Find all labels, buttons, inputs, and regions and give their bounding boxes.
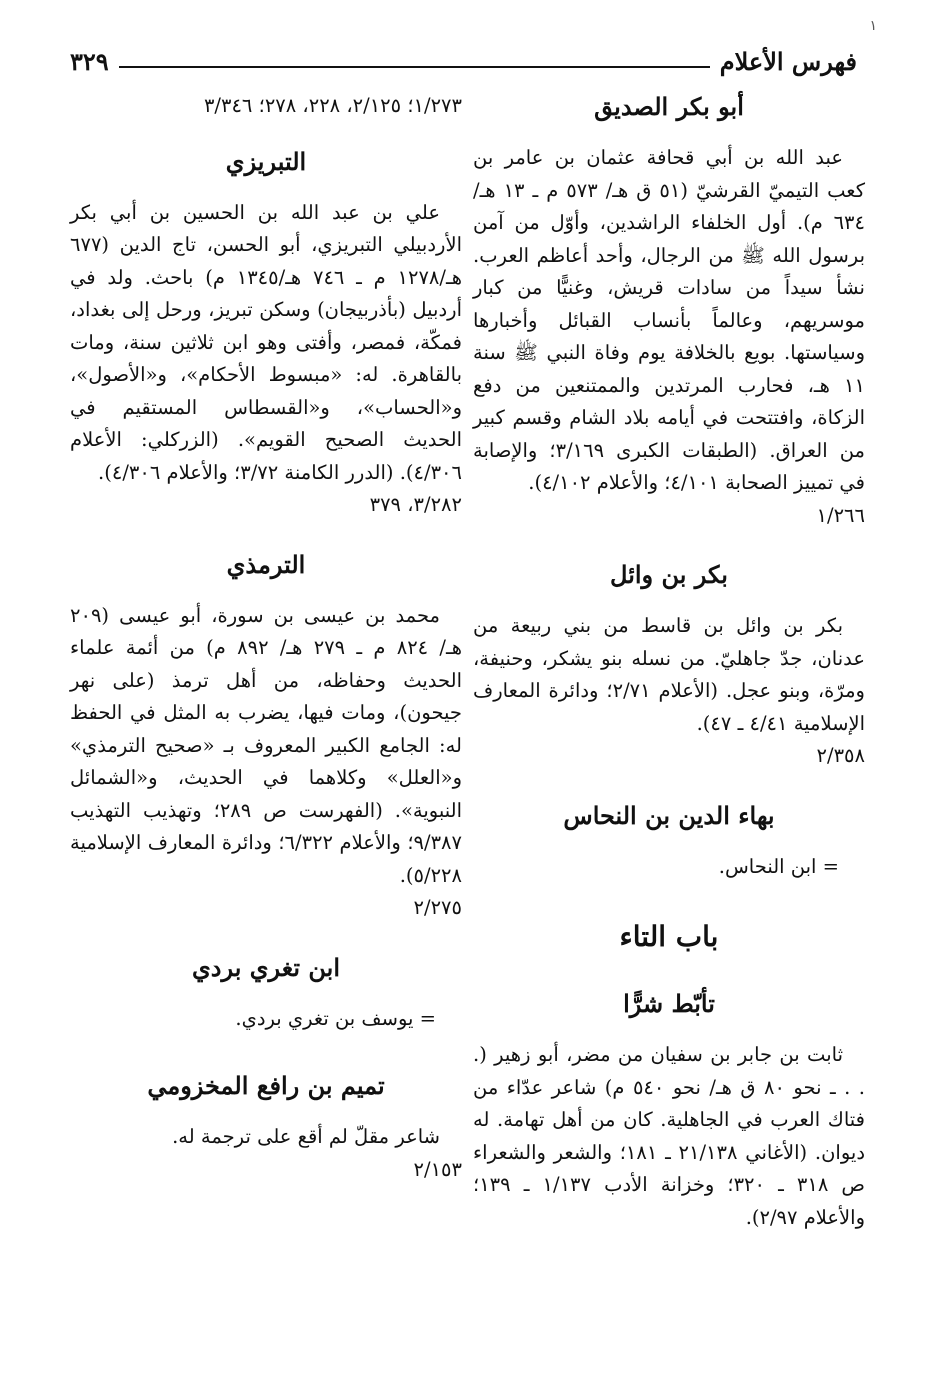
entry-title: أبو بكر الصديق: [594, 92, 744, 121]
cross-reference: = يوسف بن تغري بردي.: [235, 1006, 436, 1030]
entry-title: تميم بن رافع المخزومي: [147, 1071, 385, 1100]
entry-page-ref: ١/٢٦٦: [816, 503, 865, 527]
entry-title: تأبّط شرًّا: [623, 989, 715, 1018]
cross-reference: = ابن النحاس.: [718, 854, 839, 878]
running-header-title: فهرس الأعلام: [719, 47, 857, 76]
entry-abu-bakr: [473, 90, 865, 532]
corner-mark: ١: [869, 18, 877, 34]
entry-page-ref: ٢/١٥٣: [413, 1157, 462, 1181]
entry-taabbata: [473, 987, 865, 1234]
header-rule: [119, 66, 710, 68]
entry-tabrizi: [70, 145, 462, 522]
left-column: [70, 90, 462, 1212]
entry-bahaa: [473, 799, 865, 884]
entry-page-ref: ٣/٢٨٢، ٣٧٩: [369, 493, 462, 516]
page-header: [70, 42, 857, 76]
entry-title: بهاء الدين بن النحاس: [563, 800, 775, 830]
entry-tamim: [70, 1069, 462, 1186]
chapter-heading: باب التاء: [619, 920, 719, 953]
entry-page-ref: ٢/٣٥٨: [816, 744, 865, 767]
page-number: ٣٢٩: [70, 47, 109, 76]
entry-title: ابن تغري بردي: [191, 952, 340, 982]
right-column: [473, 90, 865, 1234]
continued-page-ref: ١/٢٧٣؛ ٢/١٢٥، ٢٢٨، ٢٧٨؛ ٣/٣٤٦: [203, 94, 462, 117]
entry-title: بكر بن وائل: [610, 560, 728, 589]
entry-bakr-wail: [473, 558, 865, 773]
entry-title: التبريزي: [225, 146, 307, 176]
entry-body: محمد بن عيسى بن سورة، أبو عيسى (٢٠٩ هـ/ ٨٢٤ م ـ ٢٧٩ هـ/ ٨٩٢ م) من أئمة علماء الحديث وحفاظه، من أهل ترمذ (على نهر جيحون)، ومات فيها، يضرب به المثل في الحفظ له: الجامع الكبير المعروف بـ «صحيح الترمذي» و«العلل» وكلاهما في الحديث، و«الشمائل النبوية». (الفهرست ص ٢٨٩؛ وتهذيب التهذيب ٩/٣٨٧؛ والأعلام ٦/٣٢٢؛ ودائرة المعارف الإسلامية ٥/٢٢٨).: [70, 603, 463, 887]
entry-body: بكر بن وائل بن قاسط من بني ربيعة من عدنان، جدّ جاهليّ. من نسله بنو يشكر، وحنيفة، ومرّة، وبنو عجل. (الأعلام ٢/٧١؛ ودائرة المعارف الإسلامية ٤/٤١ ـ ٤٧).: [473, 614, 865, 735]
entry-page-ref: ٢/٢٧٥: [413, 896, 462, 919]
entry-tirmidhi: [70, 548, 462, 925]
entry-title: الترمذي: [226, 549, 306, 579]
entry-body: شاعر مقلّ لم أقع على ترجمة له.: [172, 1125, 440, 1148]
entry-body: عبد الله بن أبي قحافة عثمان بن عامر بن كعب التيميّ القرشيّ (٥١ ق هـ/ ٥٧٣ م ـ ١٣ هـ/ ٦٣٤ م). أول الخلفاء الراشدين، وأوّل من آمن برسول الله ﷺ من الرجال، وأحد أعاظم العرب. نشأ سيداً من سادات قريش، وغنيًّا من كبار موسريهم، وعالماً بأنساب القبائل وأخبارها وسياستها. بويع بالخلافة يوم وفاة النبي ﷺ سنة ١١ هـ، فحارب المرتدين والممتنعين من دفع الزكاة، وافتتحت في أيامه بلاد الشام وقسم كبير من العراق. (الطبقات الكبرى ٣/١٦٩؛ والإصابة في تمييز الصحابة ٤/١٠١؛ والأعلام ٤/١٠٢).: [473, 146, 866, 494]
entry-body: علي بن عبد الله بن الحسين بن أبي بكر الأردبيلي التبريزي، أبو الحسن، تاج الدين (٦٧٧ هـ/١٢٧٨ م ـ ٧٤٦ هـ/١٣٤٥ م) باحث. ولد في أردبيل (بأذربيجان) وسكن تبريز، ورحل إلى بغداد، فمكّة، فمصر، وأفتى وهو ابن ثلاثين سنة، ومات بالقاهرة. له: «مبسوط الأحكام»، و«الأصول»، و«الحساب»، و«القسطاس المستقيم في الحديث الصحيح القويم». (الزركلي: الأعلام ٤/٣٠٦). (الدرر الكامنة ٣/٧٢؛ والأعلام ٤/٣٠٦).: [70, 200, 462, 484]
entry-body: ثابت بن جابر بن سفيان من مضر، أبو زهير (. . . ـ نحو ٨٠ ق هـ/ نحو ٥٤٠ م) شاعر عدّاء من فتاك العرب في الجاهلية. كان من أهل تهامة. له ديوان. (الأغاني ٢١/١٣٨ ـ ١٨١؛ والشعر والشعراء ص ٣١٨ ـ ٣٢٠؛ وخزانة الأدب ١/١٣٧ ـ ١٣٩؛ والأعلام ٢/٩٧).: [473, 1043, 866, 1229]
entry-taghri: [70, 951, 462, 1036]
